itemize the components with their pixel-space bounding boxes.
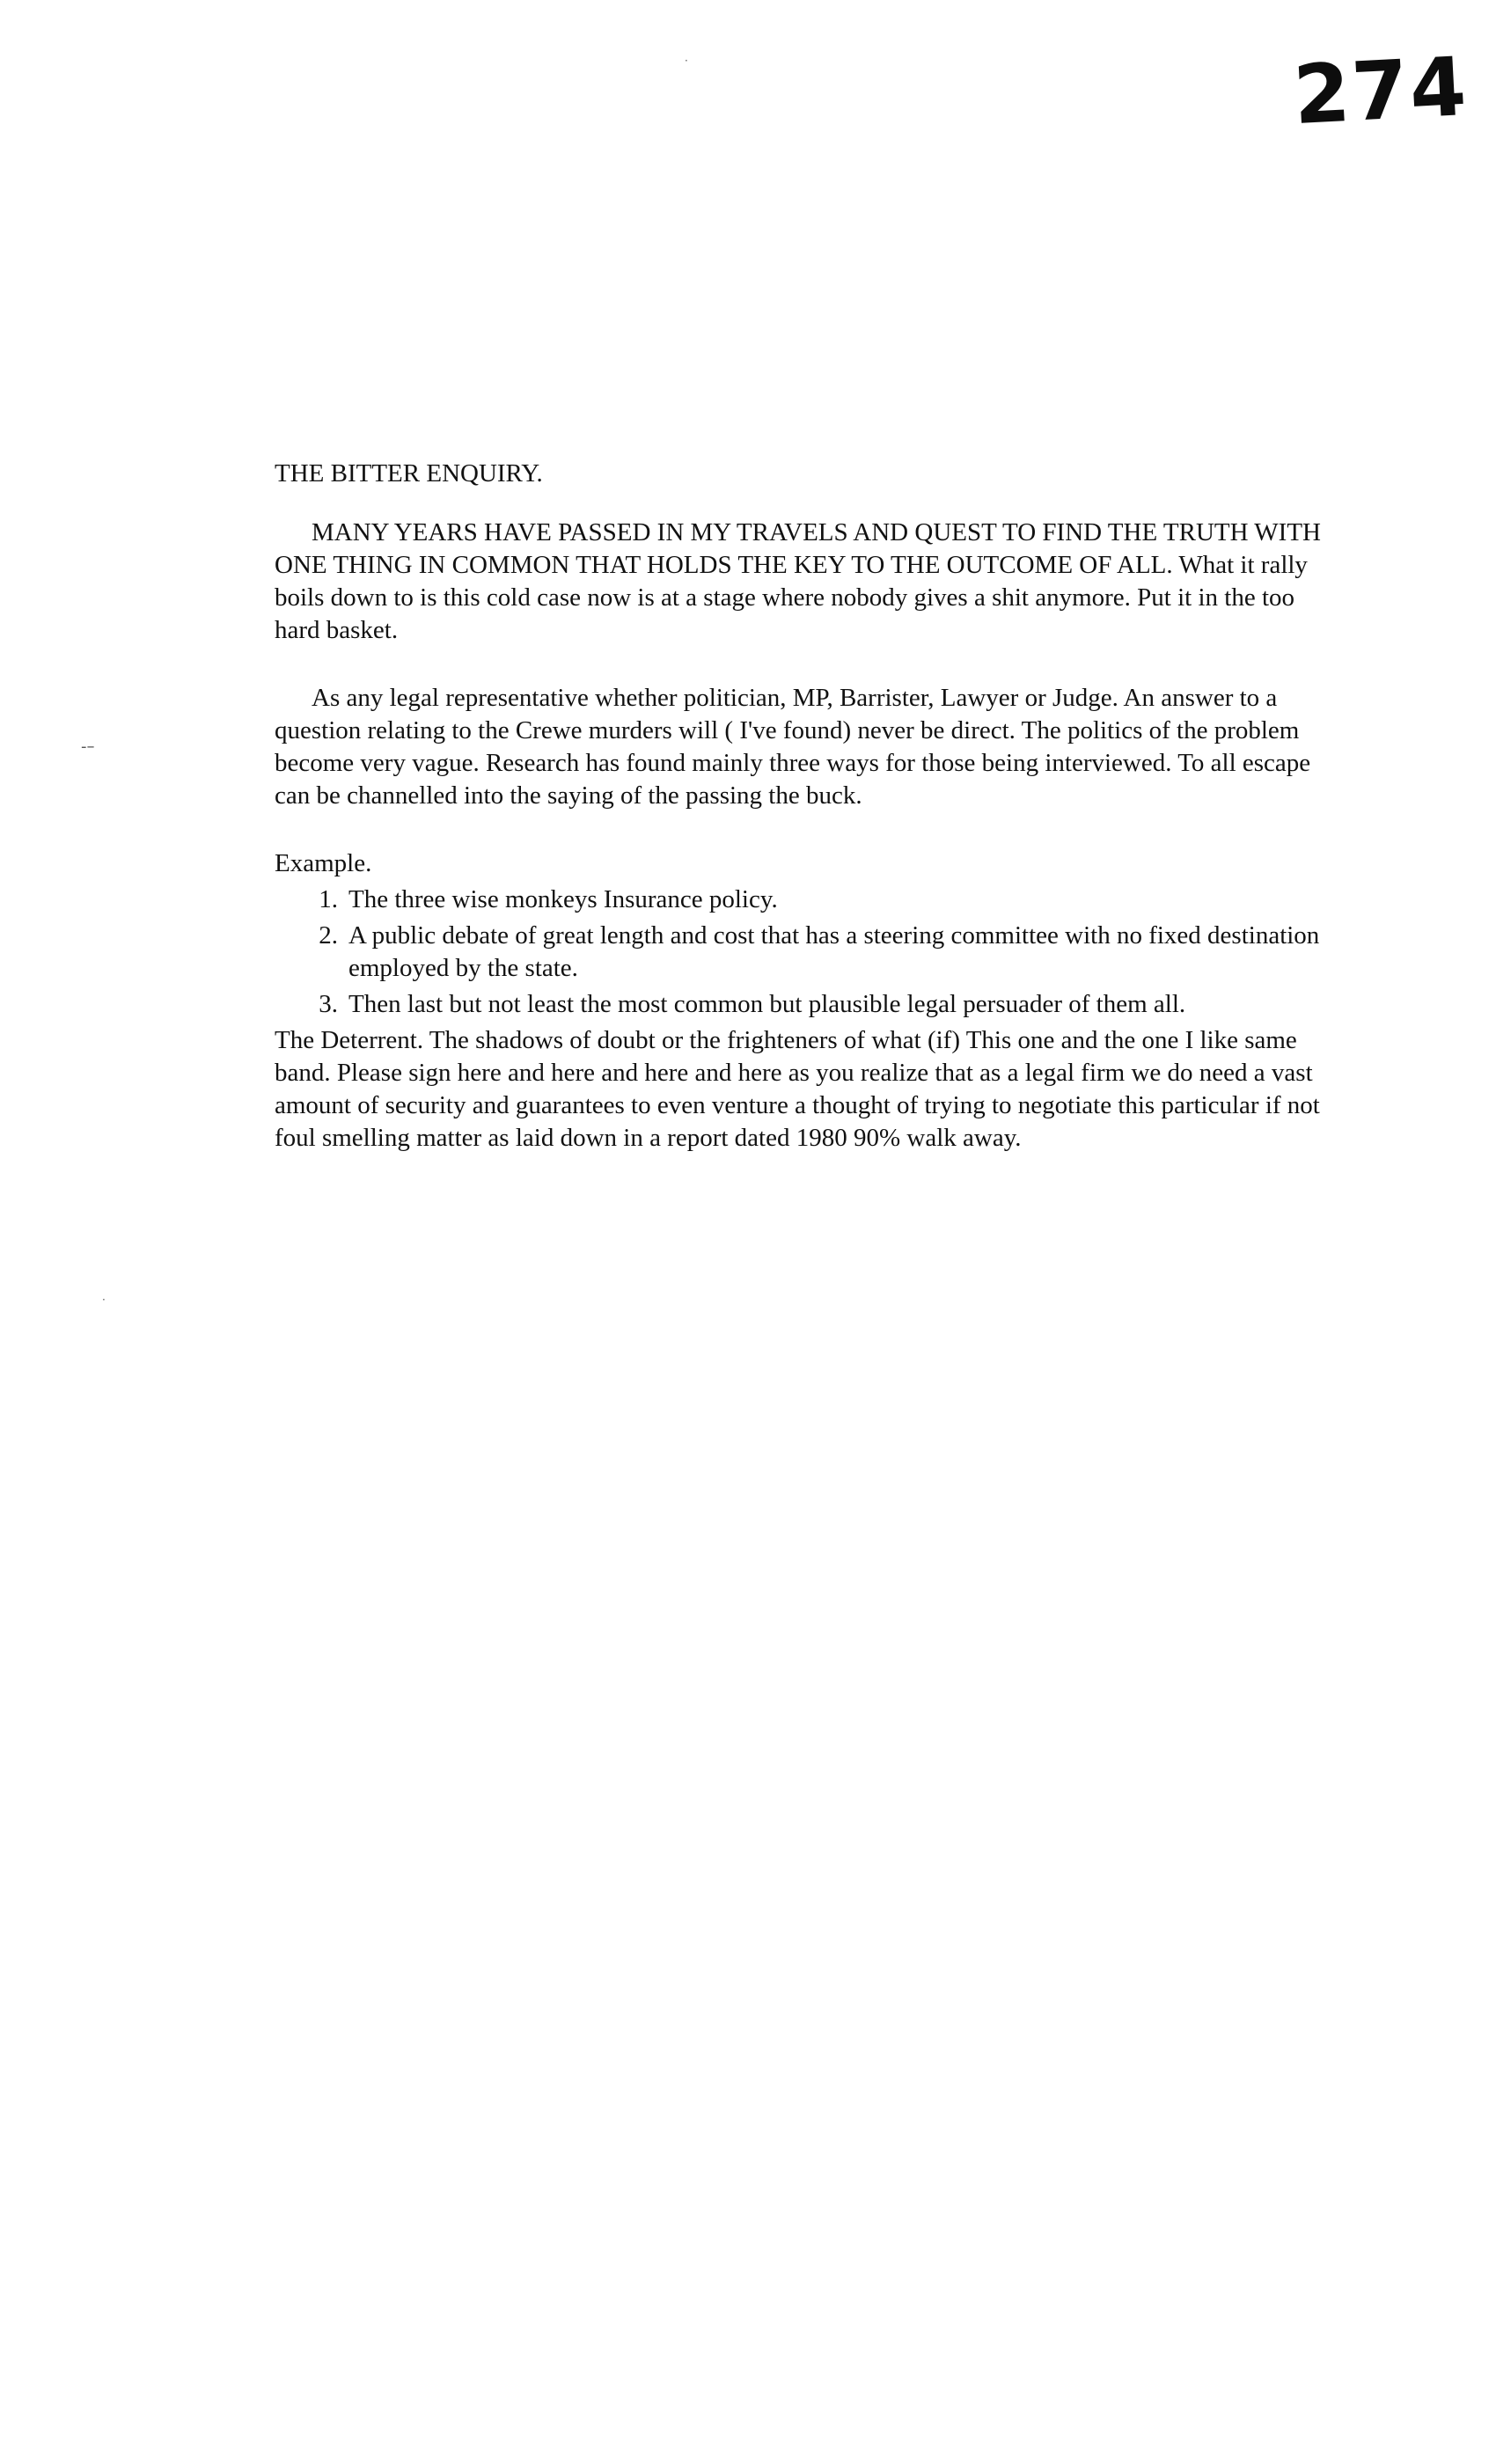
list-item-number: 3. [319, 990, 338, 1018]
list-item-text: Then last but not least the most common but plausible legal persuader of them all. [348, 990, 1186, 1018]
document-body [275, 458, 1331, 1155]
list-item [275, 988, 1331, 1021]
list-item [275, 920, 1331, 985]
example-list [275, 884, 1331, 1021]
list-item-text: A public debate of great length and cost that has a steering committee with no fixed destination employed by the state. [348, 921, 1320, 982]
list-item-number: 2. [319, 921, 338, 950]
scan-mark-dot: · [685, 55, 688, 67]
list-item-number: 1. [319, 885, 338, 913]
example-label: Example. [275, 849, 372, 877]
page-number: 274 [1291, 39, 1470, 143]
document-title: THE BITTER ENQUIRY. [275, 459, 543, 488]
list-item [275, 884, 1331, 916]
paragraph-deterrent: The Deterrent. The shadows of doubt or the frighteners of what (if) This one and the one I like same band. Please sign here and here and here and here as you realize that as a legal firm we do need a vast amount of security and guarantees to even venture a thought of trying to negotiate this particular if not foul smelling matter as laid down in a report dated 1980 90% walk away. [275, 1026, 1320, 1152]
paragraph-legal: As any legal representative whether politician, MP, Barrister, Lawyer or Judge. An answer to a question relating to the Crewe murders will ( I've found) never be direct. The politics of the problem become very vague. Research has found mainly three ways for those being interviewed. To all escape can be channelled into the saying of the passing the buck. [275, 684, 1311, 810]
paragraph-intro: MANY YEARS HAVE PASSED IN MY TRAVELS AND QUEST TO FIND THE TRUTH WITH ONE THING IN COMMON THAT HOLDS THE KEY TO THE OUTCOME OF ALL. What it rally boils down to is this cold case now is at a stage where nobody gives a shit anymore. Put it in the too hard basket. [275, 518, 1321, 644]
scan-mark-dash: -– [81, 737, 95, 756]
scan-mark-dot: · [102, 1294, 106, 1306]
list-item-text: The three wise monkeys Insurance policy. [348, 885, 778, 913]
